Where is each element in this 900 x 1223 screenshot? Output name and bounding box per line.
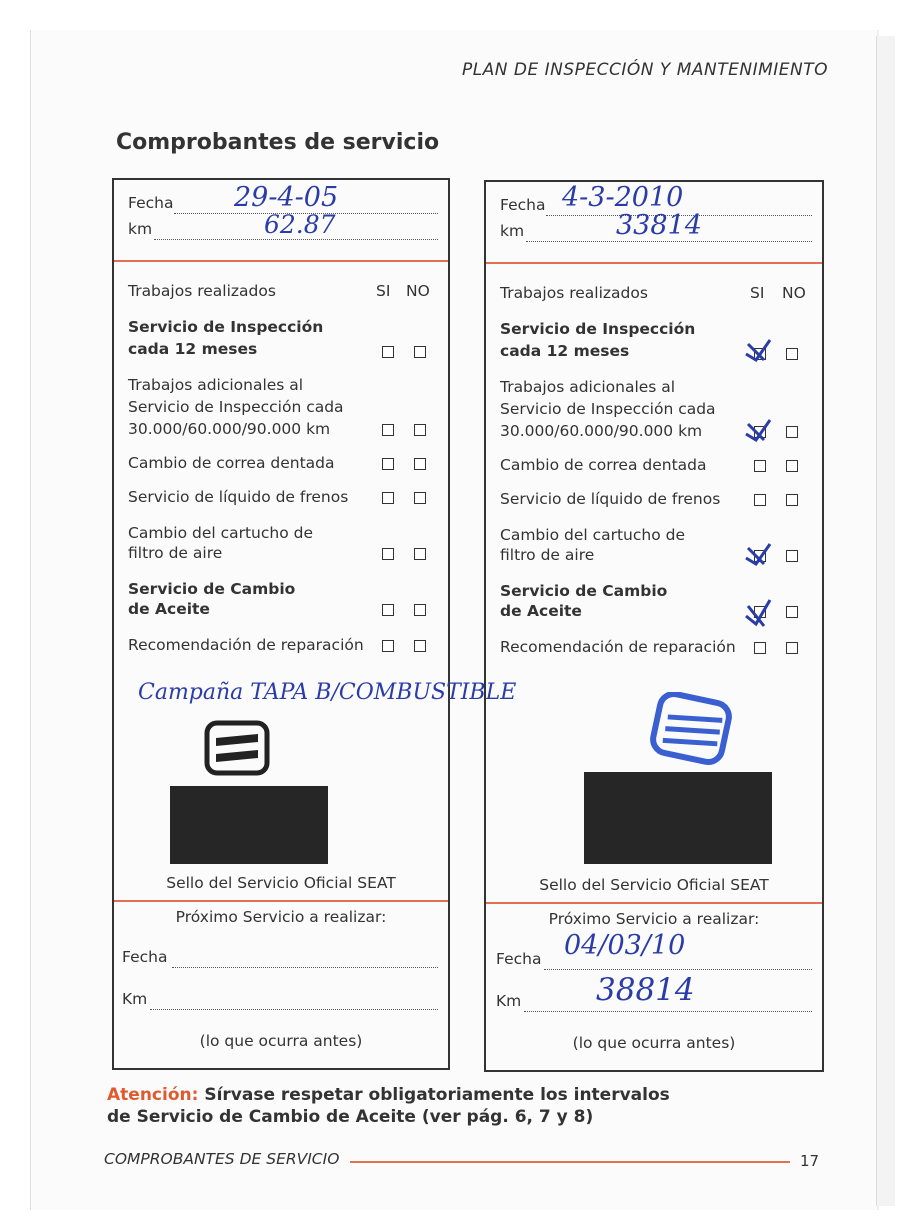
filtro-label-1: Cambio del cartucho de: [128, 524, 314, 542]
filtro-check-mark: [742, 540, 774, 568]
correa-label: Cambio de correa dentada: [500, 456, 707, 474]
divider-rule: [114, 260, 448, 262]
filtro-label-2: filtro de aire: [128, 544, 223, 562]
divider-rule: [486, 262, 822, 264]
aceite-check-mark: [742, 596, 774, 630]
reparacion-label: Recomendación de reparación: [500, 638, 736, 656]
si-label: SI: [750, 284, 765, 302]
divider-rule: [114, 900, 448, 902]
aceite-no-checkbox[interactable]: [414, 604, 426, 616]
redacted-stamp: [584, 772, 772, 864]
adicionales-no-checkbox[interactable]: [786, 426, 798, 438]
correa-no-checkbox[interactable]: [786, 460, 798, 472]
aceite-label-2: de Aceite: [500, 602, 582, 620]
ocurra-label: (lo que ocurra antes): [572, 1034, 736, 1052]
next-km-dotline: [150, 1008, 438, 1010]
atencion-line-1: Sírvase respetar obligatoriamente los intervalos: [204, 1085, 670, 1105]
next-km-dotline: [524, 1010, 812, 1012]
next-fecha-dotline: [172, 966, 438, 968]
adicionales-label-3: 30.000/60.000/90.000 km: [128, 420, 331, 438]
filtro-si-checkbox[interactable]: [382, 548, 394, 560]
correa-si-checkbox[interactable]: [754, 460, 766, 472]
frenos-si-checkbox[interactable]: [754, 494, 766, 506]
sello-label: Sello del Servicio Oficial SEAT: [539, 876, 769, 894]
reparacion-no-checkbox[interactable]: [786, 642, 798, 654]
page-header-title: PLAN DE INSPECCIÓN Y MANTENIMIENTO: [461, 60, 828, 80]
fecha-handwritten: 29-4-05: [234, 182, 339, 213]
adicionales-label-1: Trabajos adicionales al: [128, 376, 304, 394]
inspeccion-si-checkbox[interactable]: [382, 346, 394, 358]
filtro-no-checkbox[interactable]: [414, 548, 426, 560]
aceite-label-1: Servicio de Cambio: [128, 580, 296, 598]
adicionales-label-3: 30.000/60.000/90.000 km: [500, 422, 703, 440]
frenos-label: Servicio de líquido de frenos: [128, 488, 349, 506]
aceite-label-1: Servicio de Cambio: [500, 582, 668, 600]
fecha-handwritten: 4-3-2010: [562, 182, 684, 213]
reparacion-si-checkbox[interactable]: [382, 640, 394, 652]
sello-label: Sello del Servicio Oficial SEAT: [166, 874, 396, 892]
adicionales-check-mark: [742, 416, 774, 444]
trabajos-label: Trabajos realizados: [128, 282, 276, 300]
atencion-line-2: de Servicio de Cambio de Aceite (ver pág. 6, 7 y 8): [107, 1107, 594, 1127]
filtro-label-2: filtro de aire: [500, 546, 595, 564]
page-edge: [876, 36, 895, 1206]
campaign-note-handwritten: Campaña TAPA B/COMBUSTIBLE: [138, 680, 517, 705]
adicionales-no-checkbox[interactable]: [414, 424, 426, 436]
inspeccion-label-1: Servicio de Inspección: [500, 320, 696, 338]
km-label: km: [128, 220, 153, 238]
km-handwritten: 33814: [616, 210, 702, 241]
reparacion-label: Recomendación de reparación: [128, 636, 364, 654]
page-number: 17: [800, 1152, 820, 1170]
service-voucher-2: [484, 180, 824, 1072]
inspeccion-label-1: Servicio de Inspección: [128, 318, 324, 336]
fecha-label: Fecha: [128, 194, 174, 212]
inspeccion-no-checkbox[interactable]: [414, 346, 426, 358]
correa-si-checkbox[interactable]: [382, 458, 394, 470]
next-fecha-label: Fecha: [496, 950, 542, 968]
inspeccion-no-checkbox[interactable]: [786, 348, 798, 360]
redacted-stamp: [170, 786, 328, 864]
section-title: Comprobantes de servicio: [116, 130, 440, 155]
adicionales-label-2: Servicio de Inspección cada: [128, 398, 344, 416]
aceite-label-2: de Aceite: [128, 600, 210, 618]
reparacion-no-checkbox[interactable]: [414, 640, 426, 652]
adicionales-label-1: Trabajos adicionales al: [500, 378, 676, 396]
next-km-label: Km: [496, 992, 522, 1010]
divider-rule: [486, 902, 822, 904]
footer-rule: [350, 1161, 790, 1163]
ocurra-label: (lo que ocurra antes): [199, 1032, 363, 1050]
aceite-si-checkbox[interactable]: [382, 604, 394, 616]
filtro-no-checkbox[interactable]: [786, 550, 798, 562]
km-label: km: [500, 222, 525, 240]
proximo-label: Próximo Servicio a realizar:: [175, 908, 387, 926]
trabajos-label: Trabajos realizados: [500, 284, 648, 302]
aceite-no-checkbox[interactable]: [786, 606, 798, 618]
frenos-no-checkbox[interactable]: [786, 494, 798, 506]
si-label: SI: [376, 282, 391, 300]
frenos-label: Servicio de líquido de frenos: [500, 490, 721, 508]
inspeccion-check-mark: [742, 336, 774, 364]
correa-no-checkbox[interactable]: [414, 458, 426, 470]
adicionales-si-checkbox[interactable]: [382, 424, 394, 436]
next-km-handwritten: 38814: [596, 972, 695, 1008]
frenos-no-checkbox[interactable]: [414, 492, 426, 504]
atencion-notice: [107, 1084, 670, 1128]
inspeccion-label-2: cada 12 meses: [500, 342, 630, 360]
footer-section-name: COMPROBANTES DE SERVICIO: [104, 1150, 340, 1168]
next-fecha-dotline: [544, 968, 812, 970]
proximo-label: Próximo Servicio a realizar:: [548, 910, 760, 928]
filtro-label-1: Cambio del cartucho de: [500, 526, 686, 544]
seat-dealer-stamp: [636, 692, 756, 782]
next-fecha-label: Fecha: [122, 948, 168, 966]
correa-label: Cambio de correa dentada: [128, 454, 335, 472]
frenos-si-checkbox[interactable]: [382, 492, 394, 504]
next-fecha-handwritten: 04/03/10: [564, 930, 686, 961]
atencion-label: Atención:: [107, 1085, 199, 1105]
next-km-label: Km: [122, 990, 148, 1008]
no-label: NO: [782, 284, 806, 302]
service-voucher-1: [112, 178, 517, 1070]
km-handwritten: 62.87: [264, 210, 336, 239]
adicionales-label-2: Servicio de Inspección cada: [500, 400, 716, 418]
no-label: NO: [406, 282, 430, 300]
reparacion-si-checkbox[interactable]: [754, 642, 766, 654]
inspeccion-label-2: cada 12 meses: [128, 340, 258, 358]
fecha-label: Fecha: [500, 196, 546, 214]
seat-logo-stamp: [204, 720, 270, 776]
